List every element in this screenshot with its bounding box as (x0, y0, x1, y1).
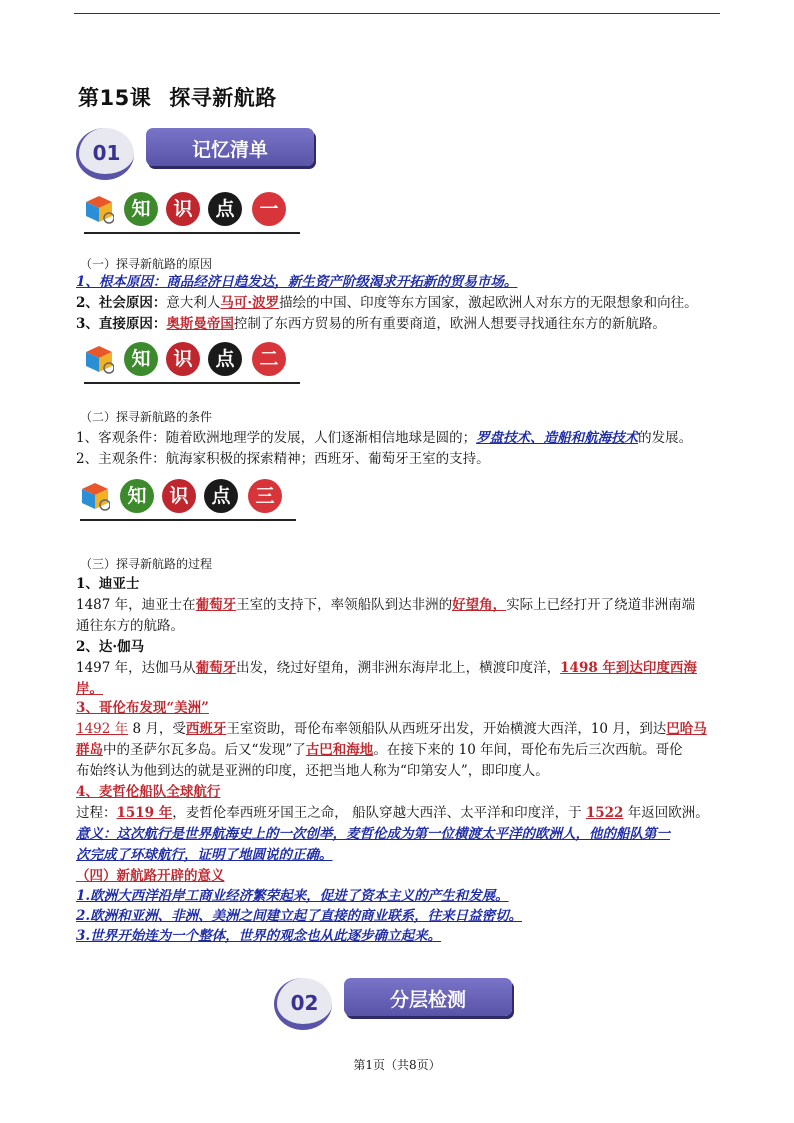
section-banner-memory (76, 126, 316, 184)
magellan-significance-line1: 意义：这次航行是世界航海史上的一次创举，麦哲伦成为第一位横渡太平洋的欧洲人，他的船队第一 (76, 826, 670, 842)
banner-label: 分层检测 (389, 989, 466, 1011)
significance-2: 2.欧洲和亚洲、非洲、美洲之间建立起了直接的商业联系，往来日益密切。 (76, 908, 523, 924)
significance-1: 1.欧洲大西洋沿岸工商业经济繁荣起来，促进了资本主义的产生和发展。 (76, 888, 509, 904)
dias-para-line1: 1487 年，迪亚士在葡萄牙王室的支持下，率领船队到达非洲的好望角，实际上已经打开了绕道非洲南端 (76, 597, 696, 613)
reason-1: 1、根本原因：商品经济日趋发达，新生资产阶级渴求开拓新的贸易市场。 (76, 274, 518, 290)
magellan-process: 过程：1519 年，麦哲伦奉西班牙国王之命， 船队穿越大西洋、太平洋和印度洋，于 1522 年返回欧洲。 (76, 805, 709, 821)
gama-para-line2: 岸。 (76, 681, 103, 697)
section-banner-test (274, 976, 514, 1034)
kp-number: 二 (252, 342, 286, 376)
kp-underline (80, 519, 296, 521)
columbus-para-line1: 1492 年 8 月，受西班牙王室资助，哥伦布率领船队从西班牙出发，开始横渡大西洋，10 月，到达巴哈马 (76, 721, 707, 737)
explorer-heading-magellan: 4、麦哲伦船队全球航行 (76, 784, 221, 800)
section-heading-1: （一）探寻新航路的原因 (80, 257, 213, 271)
page-footer: 第1页（共8页） (353, 1058, 441, 1072)
reason-3: 3、直接原因：奥斯曼帝国控制了东西方贸易的所有重要商道，欧洲人想要寻找通往东方的新航路。 (76, 316, 666, 332)
kp-underline (84, 232, 300, 234)
condition-1: 1、客观条件：随着欧洲地理学的发展，人们逐渐相信地球是圆的；罗盘技术、造船和航海技术的发展。 (76, 430, 693, 446)
section-heading-4: （四）新航路开辟的意义 (76, 868, 225, 884)
banner-number: 02 (274, 978, 332, 1030)
kp-shi: 识 (166, 342, 200, 376)
knowledge-point-header-3 (80, 477, 300, 517)
kp-number: 三 (248, 479, 282, 513)
kp-shi: 识 (166, 192, 200, 226)
kp-shi: 识 (162, 479, 196, 513)
kp-dian: 点 (204, 479, 238, 513)
magellan-significance-line2: 次完成了环球航行，证明了地圆说的正确。 (76, 847, 333, 863)
section-heading-3: （三）探寻新航路的过程 (80, 557, 213, 571)
columbus-para-line2: 群岛中的圣萨尔瓦多岛。后又“发现”了古巴和海地。在接下来的 10 年间，哥伦布先后三次西航。哥伦 (76, 742, 683, 758)
reason-2: 2、社会原因：意大利人马可·波罗描绘的中国、印度等东方国家，激起欧洲人对东方的无限想象和向往。 (76, 295, 698, 311)
cube-icon (84, 194, 114, 224)
banner-label: 记忆清单 (191, 139, 268, 161)
kp-dian: 点 (208, 192, 242, 226)
kp-number: 一 (252, 192, 286, 226)
gama-para-line1: 1497 年，达伽马从葡萄牙出发，绕过好望角，溯非洲东海岸北上，横渡印度洋，1498 年到达印度西海 (76, 660, 697, 676)
columbus-para-line3: 布始终认为他到达的就是亚洲的印度，还把当地人称为“印第安人”，即印度人。 (76, 763, 549, 779)
knowledge-point-header-1 (84, 190, 304, 230)
kp-zhi: 知 (120, 479, 154, 513)
kp-underline (84, 382, 300, 384)
page-title: 第15课 探寻新航路 (78, 86, 277, 110)
explorer-heading-columbus: 3、哥伦布发现“美洲” (76, 700, 209, 716)
cube-icon (80, 481, 110, 511)
section-heading-2: （二）探寻新航路的条件 (80, 410, 213, 424)
significance-3: 3.世界开始连为一个整体，世界的观念也从此逐步确立起来。 (76, 928, 442, 944)
kp-dian: 点 (208, 342, 242, 376)
cube-icon (84, 344, 114, 374)
dias-para-line2: 通往东方的航路。 (76, 618, 184, 634)
header-rule (74, 13, 720, 14)
banner-number: 01 (76, 128, 134, 180)
explorer-heading-gama: 2、达·伽马 (76, 639, 145, 655)
kp-zhi: 知 (124, 192, 158, 226)
explorer-heading-dias: 1、迪亚士 (76, 576, 140, 592)
condition-2: 2、主观条件：航海家积极的探索精神；西班牙、葡萄牙王室的支持。 (76, 451, 490, 467)
knowledge-point-header-2 (84, 340, 304, 380)
kp-zhi: 知 (124, 342, 158, 376)
